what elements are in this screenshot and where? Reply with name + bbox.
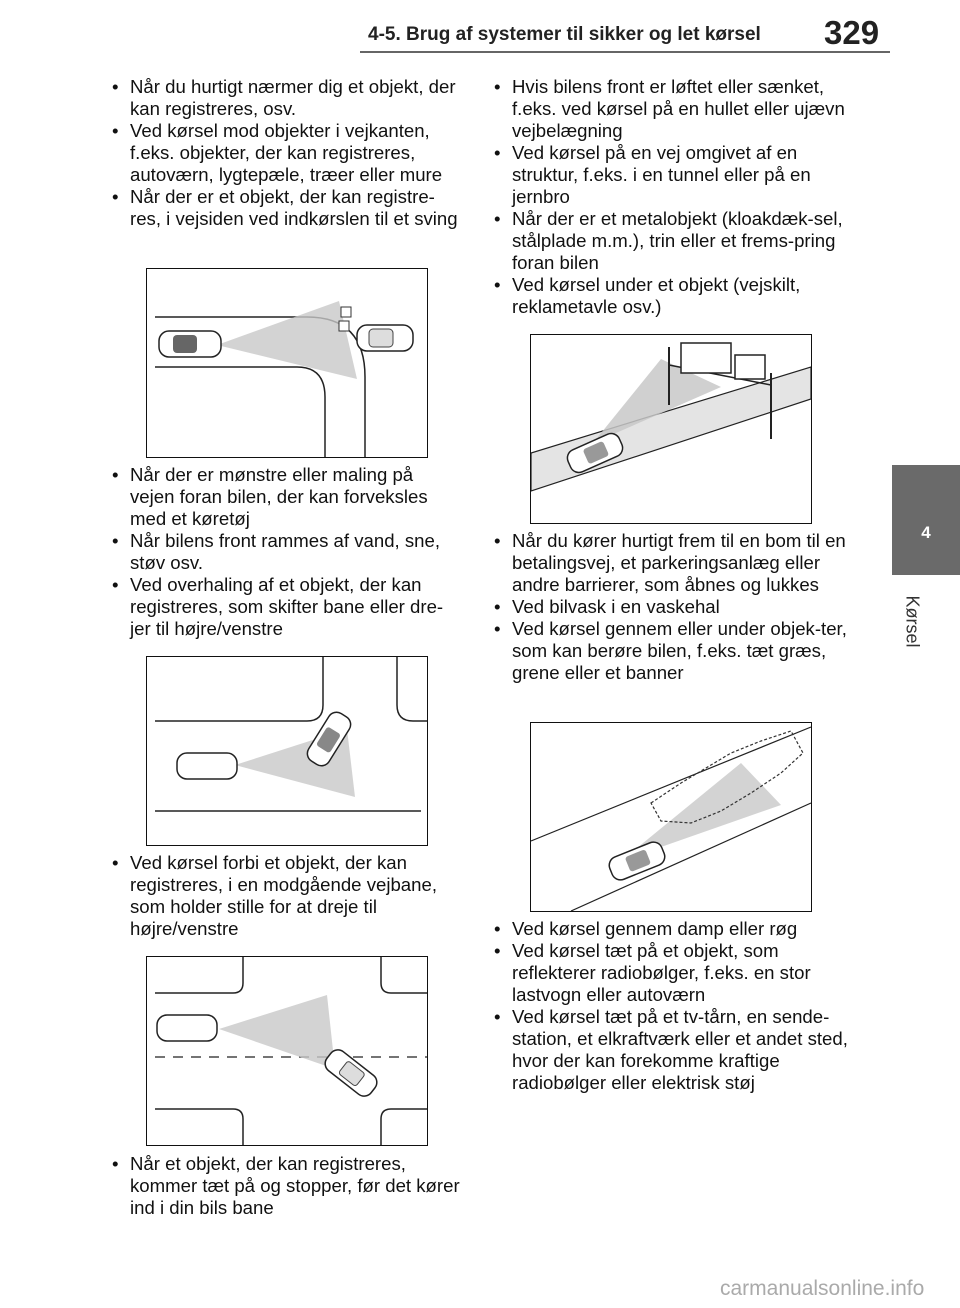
parked-car-roof-icon [369,329,393,347]
chapter-label [892,585,928,665]
list-item: • Ved kørsel på en vej omgivet af en struktur, f.eks. i en tunnel eller på en jernbro [494,142,850,208]
roadside-object-icon [341,307,351,317]
list-item: • Når der er et objekt, der kan registre-res, i vejsiden ved indkørslen til et sving [112,186,462,230]
chapter-tab[interactable] [892,465,960,575]
chapter-number: 4 [921,523,931,542]
illustration-tall-grass [530,722,812,912]
overhead-sign-icon [681,343,731,373]
list-item: • Ved kørsel tæt på et objekt, som reflekterer radiobølger, f.eks. en stor lastvogn eller autoværn [494,940,850,1006]
list-item: • Når der er et metalobjekt (kloakdæk-sel, stålplade m.m.), trin eller et frems-pring foran bilen [494,208,850,274]
page-header [0,0,960,58]
list-item: • Når du hurtigt nærmer dig et objekt, der kan registreres, osv. [112,76,462,120]
bullet-list-left-4 [112,1153,462,1219]
illustration-tall-grass-svg [531,723,811,911]
watermark: carmanualsonline.info [720,1277,925,1300]
road-edge-line [155,957,243,993]
list-item: • Ved overhaling af et objekt, der kan registreres, som skifter bane eller dre-jer til højre/venstre [112,574,462,640]
list-item: • Ved kørsel tæt på et tv-tårn, en sende-station, et elkraftværk eller et andet sted, hvor der kan forekomme kraftige radiobølger eller elektrisk støj [494,1006,850,1094]
roadside-object-icon [339,321,349,331]
bullet-list-right-2 [494,530,850,684]
road-edge-line [155,367,325,457]
bullet-list-right-1 [494,76,850,318]
list-item: • Når der er mønstre eller maling på vejen foran bilen, der kan forveksles med et køretøj [112,464,462,530]
bullet-list-right-3 [494,918,850,1094]
section-title: 4-5. Brug af systemer til sikker og let kørsel [368,24,761,45]
list-item: • Ved kørsel gennem damp eller røg [494,918,850,940]
road-edge-line [397,657,427,721]
list-item: • Ved kørsel mod objekter i vejkanten, f.eks. objekter, der kan registreres, autoværn, lygtepæle, træer eller mure [112,120,462,186]
road-edge-line [155,657,323,721]
road-edge-line [381,1109,427,1145]
road-edge-line [155,1109,243,1145]
illustration-overhead-sign [530,334,812,524]
oncoming-car-icon [322,1046,381,1099]
bullet-list-left-3 [112,852,462,940]
illustration-overtaking-svg [147,657,427,845]
own-car-icon [177,753,237,779]
illustration-oncoming-turn [146,956,428,1146]
illustration-overhead-sign-svg [531,335,811,523]
own-car-icon [607,839,668,882]
overhead-sign-icon [735,355,765,379]
list-item: • Ved bilvask i en vaskehal [494,596,850,618]
list-item: • Ved kørsel under et objekt (vejskilt, reklametavle osv.) [494,274,850,318]
illustration-curve-road [146,268,428,458]
illustration-overtaking [146,656,428,846]
road-edge-line [381,957,427,993]
list-item: • Ved kørsel forbi et objekt, der kan registreres, i en modgående vejbane, som holder stille for at dreje til højre/venstre [112,852,462,940]
list-item: • Hvis bilens front er løftet eller sænket, f.eks. ved kørsel på en hullet eller ujævn vejbelægning [494,76,850,142]
chapter-label-text: Kørsel [902,595,923,648]
own-car-roof-icon [173,335,197,353]
bullet-list-left-2 [112,464,462,640]
list-item: • Når bilens front rammes af vand, sne, støv osv. [112,530,462,574]
header-divider [360,51,890,53]
list-item: • Når du kører hurtigt frem til en bom til en betalingsvej, et parkeringsanlæg eller andre barrierer, som åbnes og lukkes [494,530,850,596]
own-car-icon [157,1015,217,1041]
list-item: • Ved kørsel gennem eller under objek-ter, som kan berøre bilen, f.eks. tæt græs, grene eller et banner [494,618,850,684]
radar-beam [219,995,335,1069]
page-number: 329 [824,14,880,51]
list-item: • Når et objekt, der kan registreres, kommer tæt på og stopper, før det kører ind i din bils bane [112,1153,462,1219]
bullet-list-left-1 [112,76,462,230]
illustration-curve-road-svg [147,269,427,457]
illustration-oncoming-turn-svg [147,957,427,1145]
